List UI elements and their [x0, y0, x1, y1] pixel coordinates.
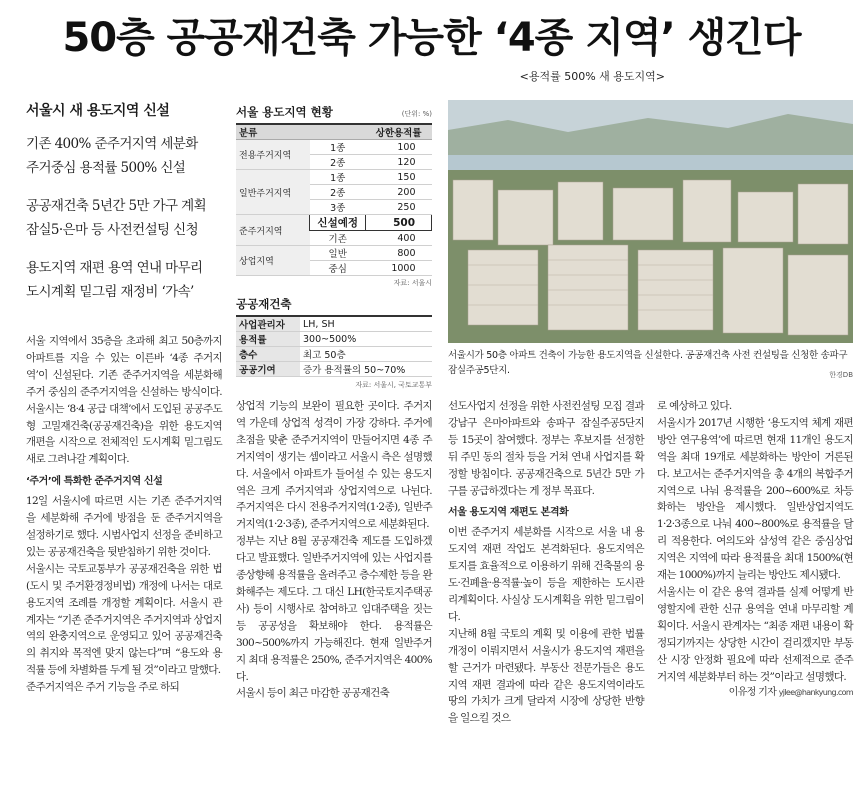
table-row-highlight — [236, 215, 432, 231]
article-paragraph: 서울 지역에서 35층을 초과해 최고 50층까지 아파트를 지을 수 있는 이른바 ‘4종 주거지역’이 신설된다. 기존 준주거지역을 세분화해 주거 중심의 준주거지역을 신설하는 방식이다. 서울시는 ‘8·4 공급 대책’에서 도입된 공공주도형 고밀재건축(공공재건축)을 위한 용도지역 개편을 시작으로 전체적인 도시계획 밑그림도 새로 그려나갈 계획이다. — [26, 335, 222, 466]
table-row — [236, 317, 432, 332]
table-row — [236, 332, 432, 347]
table-cell-value: 증가 용적률의 50~70% — [300, 362, 432, 377]
article-paragraph: 선도사업지 선정을 위한 사전컨설팅 모집 결과 강남구 은마아파트와 송파구 잠실주공5단지 등 15곳이 참여했다. 정부는 후보지를 선정한 뒤 주민 동의 절차 등을 거쳐 연내 사업지를 확정할 방침이다. 공공재건축으로 5년간 5만 가구를 공급하겠다는 게 정부 목표다. — [448, 400, 644, 497]
section-heading: 서울 용도지역 재편도 본격화 — [448, 507, 569, 519]
article-column-1 — [26, 333, 222, 696]
author-email[interactable]: yjlee@hankyung.com — [778, 688, 853, 698]
zone-table-source: 자료: 서울시 — [393, 279, 432, 287]
photo-credit: 한경DB — [829, 371, 853, 379]
table-cell-subtype: 1종 — [310, 140, 366, 155]
public-table — [236, 317, 432, 377]
table-cell-subtype: 신설예정 — [310, 215, 366, 231]
zone-table — [236, 125, 432, 276]
table-cell-subtype: 1종 — [310, 170, 366, 185]
article-paragraph: 서울시는 국토교통부가 공공재건축을 위한 법(도시 및 주거환경정비법) 개정에 나서는 대로 용도지역 조례를 개정할 계획이다. 서울시 관계자는 “기존 준주거지역은 주거지역과 상업지역의 완충지역으로 운영되고 있어 공공재건축의 취지와 목적엔 맞지 않는다”며 “용도와 용적률 등에 차별화를 두게 될 것”이라고 말했다. — [26, 562, 222, 677]
article-paragraph: 정부는 지난 8월 공공재건축 제도를 도입하겠다고 발표했다. 일반주거지역에 있는 사업지를 종상향해 용적률을 올려주고 층수제한 등을 완화해주는 제도다. 그 대신 LH(한국토지주택공사) 등이 시행사로 참여하고 임대주택을 짓는 등 공공성을 확보해야 한다. 용적률은 300~500%까지 가능해진다. 현재 일반주거지 최대 용적률은 250%, 준주거지역은 400%다. — [236, 535, 432, 683]
table-cell-value: 1000 — [366, 261, 432, 276]
article-column-3 — [448, 398, 644, 727]
public-table-title: 공공재건축 — [236, 296, 432, 317]
article-paragraph: 준주거지역은 주거 기능을 주로 하되 — [26, 681, 180, 694]
table-cell-key: 사업관리자 — [236, 317, 300, 332]
deck-item: 공공재건축 5년간 5만 가구 계획 잠실5·은마 등 사전컨설팅 신청 — [26, 198, 207, 238]
article-paragraph: 서울시는 이 같은 용역 결과를 실제 어떻게 반영할지에 관한 신규 용역을 연내 마무리할 계획이다. 서울시 관계자는 “최종 재편 내용이 확정되기까지는 상당한 시간이 걸리겠지만 부동산 시장 안정화 필요에 따라 선제적으로 준주거지역 세분화부터 하는 것”이라고 설명했다. — [657, 585, 853, 683]
table-cell-value: 200 — [366, 185, 432, 200]
table-cell-value: 최고 50층 — [300, 347, 432, 362]
article-paragraph: 지난해 8월 국토의 계획 및 이용에 관한 법률 개정이 이뤄지면서 서울시가 용도지역 재편을 할 근거가 마련됐다. 부동산 전문가들은 용도지역 재편 결과에 따라 같은 용도지역이라도 땅의 가치가 크게 달라져 시장에 상당한 반향을 일으킬 것으 — [448, 627, 644, 725]
table-cell-value: 800 — [366, 246, 432, 261]
table-cell-value: 400 — [366, 231, 432, 246]
article-paragraph: 12일 서울시에 따르면 시는 기존 준주거지역을 세분화해 주거에 방점을 둔 준주거지역을 설정하기로 했다. 시범사업지 선정을 준비하고 있는 공공재건축을 뒷받침하기 위한 것이다. — [26, 495, 222, 558]
table-row — [236, 246, 432, 261]
article-paragraph: 서울시가 2017년 시행한 ‘용도지역 체계 재편방안 연구용역’에 따르면 현재 11개인 용도지역을 최대 19개로 세분화하는 방안이 거론된다. 보고서는 준주거지역을 총 4개의 복합주거지역으로 나눠 용적률을 200~600%로 차등화하는 방안을 제시했다. 일반상업지역도 1·2·3종으로 나눠 400~800%로 용적률을 달리 적용한다. 여의도와 삼성역 같은 중심상업지역은 지역에 따라 용적률을 최대 1500%(현재는 1000%)까지 늘리는 방안도 제시됐다. — [657, 416, 853, 582]
table-cell-subtype: 일반 — [310, 246, 366, 261]
table-cell-value: 250 — [366, 200, 432, 215]
table-cell-subtype: 중심 — [310, 261, 366, 276]
summary-deck — [26, 100, 226, 318]
table-cell-subtype: 2종 — [310, 155, 366, 170]
article-column-2 — [236, 398, 432, 702]
column-header: 상한용적률 — [366, 125, 432, 140]
article-paragraph: 이번 준주거지 세분화를 시작으로 서울 내 용도지역 재편 작업도 본격화된다. 용도지역은 토지를 효율적으로 이용하기 위해 건축물의 용도·건폐율·용적률·높이 등을 제한하는 도시관리계획이다. 사실상 도시계획을 위한 밑그림이다. — [448, 526, 644, 623]
table-cell-value: 150 — [366, 170, 432, 185]
table-row — [236, 140, 432, 155]
table-cell-value: 500 — [366, 215, 432, 231]
table-cell-category: 상업지역 — [236, 246, 310, 276]
table-cell-key: 층수 — [236, 347, 300, 362]
table-row — [236, 170, 432, 185]
deck-item: 용도지역 재편 용역 연내 마무리 도시계획 밑그림 재정비 ‘가속’ — [26, 260, 203, 300]
table-cell-subtype: 3종 — [310, 200, 366, 215]
article-paragraph: 서울시 등이 최근 마감한 공공재건축 — [236, 687, 390, 700]
subheadline: <용적률 500% 새 용도지역> — [519, 70, 665, 83]
deck-title: 서울시 새 용도지역 신설 — [26, 103, 170, 119]
column-header: 분류 — [236, 125, 366, 140]
table-row — [236, 347, 432, 362]
photo-caption: 서울시가 50층 아파트 건축이 가능한 용도지역을 신설한다. 공공재건축 사전 컨설팅을 신청한 송파구 잠실주공5단지. — [448, 350, 848, 376]
table-cell-value: 100 — [366, 140, 432, 155]
table-cell-value: LH, SH — [300, 317, 432, 332]
table-cell-key: 용적률 — [236, 332, 300, 347]
section-heading: ‘주거’에 특화한 준주거지역 신설 — [26, 476, 163, 488]
info-box — [236, 104, 432, 390]
table-cell-category: 전용주거지역 — [236, 140, 310, 170]
zone-table-title: 서울 용도지역 현황 — [236, 105, 333, 119]
public-table-source: 자료: 서울시, 국토교통부 — [355, 381, 432, 389]
headline: 50층 공공재건축 가능한 ‘4종 지역’ 생긴다 — [62, 15, 801, 61]
table-cell-subtype: 2종 — [310, 185, 366, 200]
zone-table-unit: (단위: %) — [401, 110, 432, 118]
deck-item: 기존 400% 준주거지역 세분화 주거중심 용적률 500% 신설 — [26, 136, 198, 176]
article-paragraph: 로 예상하고 있다. — [657, 400, 732, 412]
zone-table-header — [236, 104, 432, 125]
author-name: 이유정 기자 — [728, 687, 777, 699]
byline — [657, 685, 853, 702]
article-paragraph: 상업적 기능의 보완이 필요한 곳이다. 주거지역 가운데 상업적 성격이 가장 강하다. 주거에 초점을 맞춘 준주거지역이 만들어지면 4종 주거지역이 생기는 셈이라고 서울시 측은 설명했다. 서울에서 아파트가 들어설 수 있는 용도지역은 크게 주거지역과 상업지역으로 나뉜다. 주거지역은 다시 전용주거지역(1·2종), 일반주거지역(1·2·3종), 준주거지역으로 세분화된다. — [236, 400, 432, 531]
table-row — [236, 362, 432, 377]
table-cell-key: 공공기여 — [236, 362, 300, 377]
apartment-photo — [448, 100, 853, 343]
article-column-4 — [657, 398, 853, 702]
table-cell-category: 준주거지역 — [236, 215, 310, 246]
table-cell-value: 120 — [366, 155, 432, 170]
table-cell-subtype: 기존 — [310, 231, 366, 246]
table-cell-category: 일반주거지역 — [236, 170, 310, 215]
table-cell-value: 300~500% — [300, 332, 432, 347]
